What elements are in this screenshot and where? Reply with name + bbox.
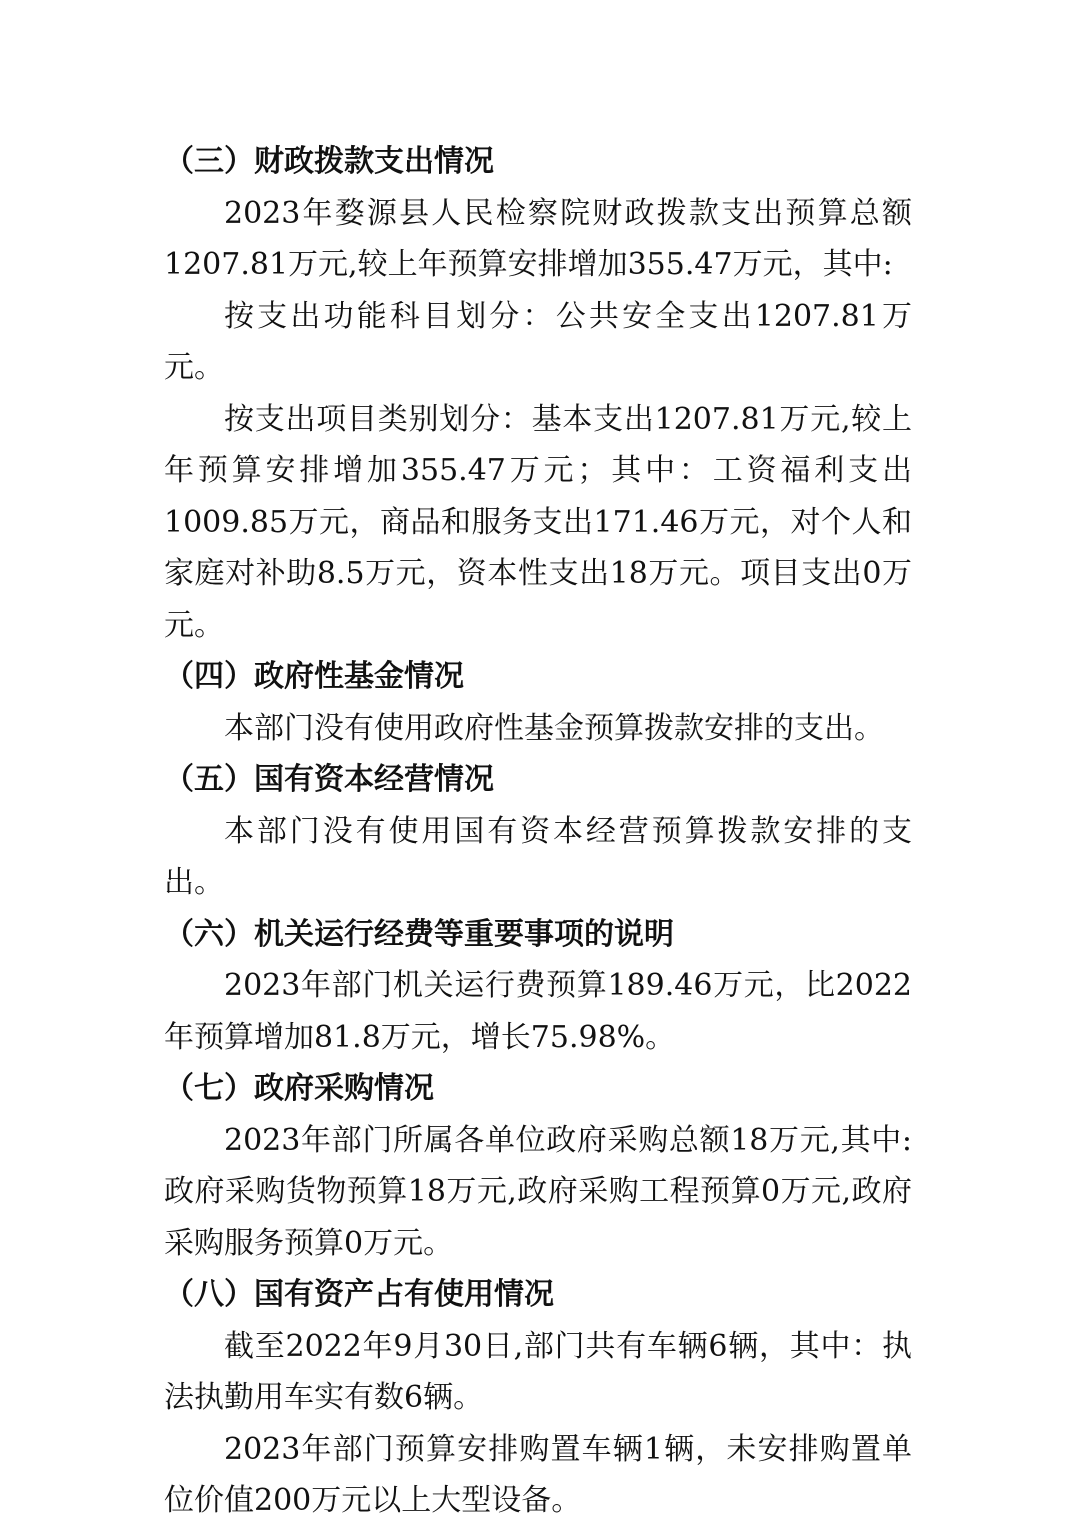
section-heading: （三）财政拨款支出情况: [164, 144, 494, 179]
section-heading: （六）机关运行经费等重要事项的说明: [164, 916, 674, 952]
paragraph: 2023年部门预算安排购置车辆1辆，未安排购置单位价值200万元以上大型设备。: [164, 1431, 912, 1518]
section-state-assets: [164, 1269, 912, 1527]
section-heading: （五）国有资本经营情况: [164, 762, 494, 797]
section-operating-expenses: [164, 909, 912, 1064]
paragraph: 2023年婺源县人民检察院财政拨款支出预算总额1207.81万元,较上年预算安排增加355.47万元，其中:: [164, 195, 912, 282]
document-page: [164, 136, 912, 1527]
section-heading: （四）政府性基金情况: [164, 659, 464, 694]
paragraph: 2023年部门所属各单位政府采购总额18万元,其中:政府采购货物预算18万元,政府采购工程预算0万元,政府采购服务预算0万元。: [164, 1122, 912, 1261]
section-procurement: [164, 1063, 912, 1269]
section-heading: （七）政府采购情况: [164, 1071, 434, 1106]
paragraph: 按支出项目类别划分：基本支出1207.81万元,较上年预算安排增加355.47万元；其中：工资福利支出1009.85万元，商品和服务支出171.46万元，对个人和家庭对补助8.5万元，资本性支出18万元。项目支出0万元。: [164, 401, 912, 643]
paragraph: 本部门没有使用政府性基金预算拨款安排的支出。: [224, 710, 884, 746]
section-government-fund: [164, 651, 912, 754]
section-state-capital: [164, 754, 912, 909]
section-finance-expenditure: [164, 136, 912, 651]
paragraph: 本部门没有使用国有资本经营预算拨款安排的支出。: [164, 813, 912, 900]
paragraph: 截至2022年9月30日,部门共有车辆6辆，其中：执法执勤用车实有数6辆。: [164, 1328, 912, 1415]
paragraph: 2023年部门机关运行费预算189.46万元，比2022年预算增加81.8万元，增长75.98%。: [164, 968, 912, 1055]
paragraph: 按支出功能科目划分：公共安全支出1207.81万元。: [164, 298, 912, 385]
section-heading: （八）国有资产占有使用情况: [164, 1277, 554, 1312]
